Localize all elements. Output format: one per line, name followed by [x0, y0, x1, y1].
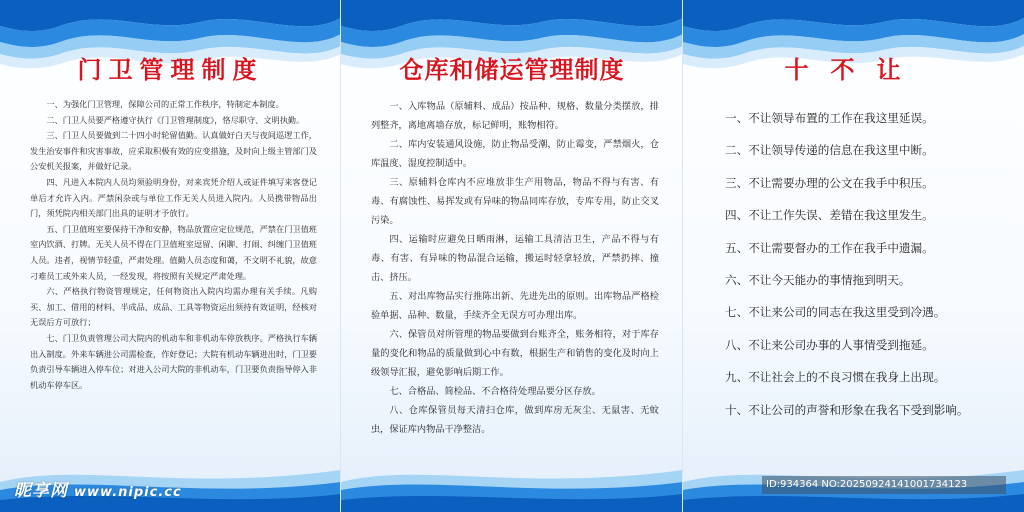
watermark-site-name: 昵享网 [14, 481, 68, 501]
list-item: 一、不让领导布置的工作在我这里延误。 [725, 111, 934, 125]
rule-paragraph: 七、合格品、简检品、不合格待处理品要分区存放。 [389, 386, 601, 397]
ten-items-list [725, 102, 1015, 426]
list-item: 九、不让社会上的不良习惯在我身上出现。 [725, 370, 946, 385]
image-id-watermark: ID:934364 NO:20250924141001734123 [762, 476, 1006, 494]
panel-title: 仓库和储运管理制度 [399, 55, 625, 84]
rule-paragraph: 二、门卫人员要严格遵守执行《门卫管理制度》，恪尽职守、文明执勤。 [46, 114, 305, 125]
panel-ten-dont-lets [683, 0, 1024, 512]
rule-paragraph: 三、原辅料仓库内不应堆放非生产用物品，物品不得与有害、有毒、有腐蚀性、易挥发或有异味的物品同库存放，专库专用，防止交叉污染。 [371, 177, 659, 226]
list-item: 八、不让来公司办事的人事情受到拖延。 [725, 337, 934, 352]
list-item: 七、不让来公司的同志在我这里受到冷遇。 [725, 305, 946, 320]
rule-paragraph: 五、对出库物品实行推陈出新、先进先出的原则。出库物品严格检验单据、品种、数量，手续齐全无误方可办理出库。 [371, 291, 659, 321]
rules-text [30, 97, 317, 393]
rule-paragraph: 二、库内安装通风设施，防止物品受潮，防止霉变，严禁烟火，仓库温度、湿度控制适中。 [371, 139, 659, 169]
site-watermark [14, 476, 182, 501]
footer-wave-decoration [341, 452, 683, 512]
watermark-site-url: www.nipic.cc [74, 485, 182, 500]
list-item: 十、不让公司的声誉和形象在我名下受到影响。 [725, 402, 969, 417]
rule-paragraph: 一、入库物品（原辅料、成品）按品种、规格、数量分类摆放，排列整齐，离地离墙存放，标记鲜明，账物相符。 [371, 101, 659, 131]
panel-title: 十不让 [784, 55, 923, 84]
rule-paragraph: 四、凡进入本院内人员均须验明身份，对来宾凭介绍人或证件填写来客登记单后才允许入内。严禁闲杂或与单位工作无关人员进入院内。人员携带物品出门，须凭院内相关部门出具的证明才予放行。 [30, 176, 317, 219]
list-item: 四、不让工作失误、差错在我这里发生。 [725, 208, 934, 223]
panel-title: 门卫管理制度 [77, 55, 264, 84]
list-item: 五、不让需要督办的工作在我手中遗漏。 [725, 240, 934, 255]
rule-paragraph: 四、运输时应避免日晒雨淋，运输工具清洁卫生，产品不得与有毒、有害、有异味的物品混合运输，搬运时轻拿轻放，严禁扔摔、撞击、挤压。 [371, 234, 659, 283]
rule-paragraph: 一、为强化门卫管理，保障公司的正常工作秩序，特制定本制度。 [46, 99, 284, 109]
rule-paragraph: 五、门卫值班室要保持干净和安静，物品放置应定位规范，严禁在门卫值班室内饮酒、打牌。无关人员不得在门卫值班室逗留、闲聊、打闹、纠缠门卫值班人员。违者，视情节轻重，严肃处理。值勤人员态度和蔼，不文明不礼貌，故意刁难员工或外来人员，一经发现，将按照有关规定严肃处理。 [30, 223, 317, 281]
list-item: 六、不让今天能办的事情拖到明天。 [725, 273, 911, 288]
panel-gate-guard-rules [0, 0, 341, 512]
rule-paragraph: 六、保管员对所管理的物品要做到台账齐全，账务相符，对于库存量的变化和物品的质量做到心中有数，根据生产和销售的变化及时向上级领导汇报，避免影响后期工作。 [371, 329, 659, 378]
rule-paragraph: 八、仓库保管员每天清扫仓库，做到库房无灰尘、无鼠害、无蚊虫，保证库内物品干净整洁。 [371, 405, 659, 435]
rules-text [371, 97, 659, 439]
rule-paragraph: 三、门卫人员要做到二十四小时轮留值勤。认真做好白天与夜间巡逻工作，发生治安事件和灾害事故，应采取积极有效的应变措施，及时向上级主管部门及公安机关报案，并做好记录。 [30, 130, 317, 172]
panel-warehouse-rules [341, 0, 683, 512]
rule-paragraph: 六、严格执行物资管理规定，任何物资出入院内均需办理有关手续。凡购买、加工、借用的材料、半成品、成品、工具等物资运出须持有效证明，经核对无误后方可放行； [30, 286, 317, 328]
list-item: 二、不让领导传递的信息在我这里中断。 [725, 143, 934, 158]
rule-paragraph: 七、门卫负责管理公司大院内的机动车和非机动车停放秩序。严格执行车辆出入制度。外来车辆进公司需检查，作好登记；大院有机动车辆进出时，门卫要负责引导车辆进入停车位；对进入公司大院的非机动车，门卫要负责指导停入非机动车停车区。 [30, 332, 317, 390]
list-item: 三、不让需要办理的公文在我手中积压。 [725, 175, 934, 190]
